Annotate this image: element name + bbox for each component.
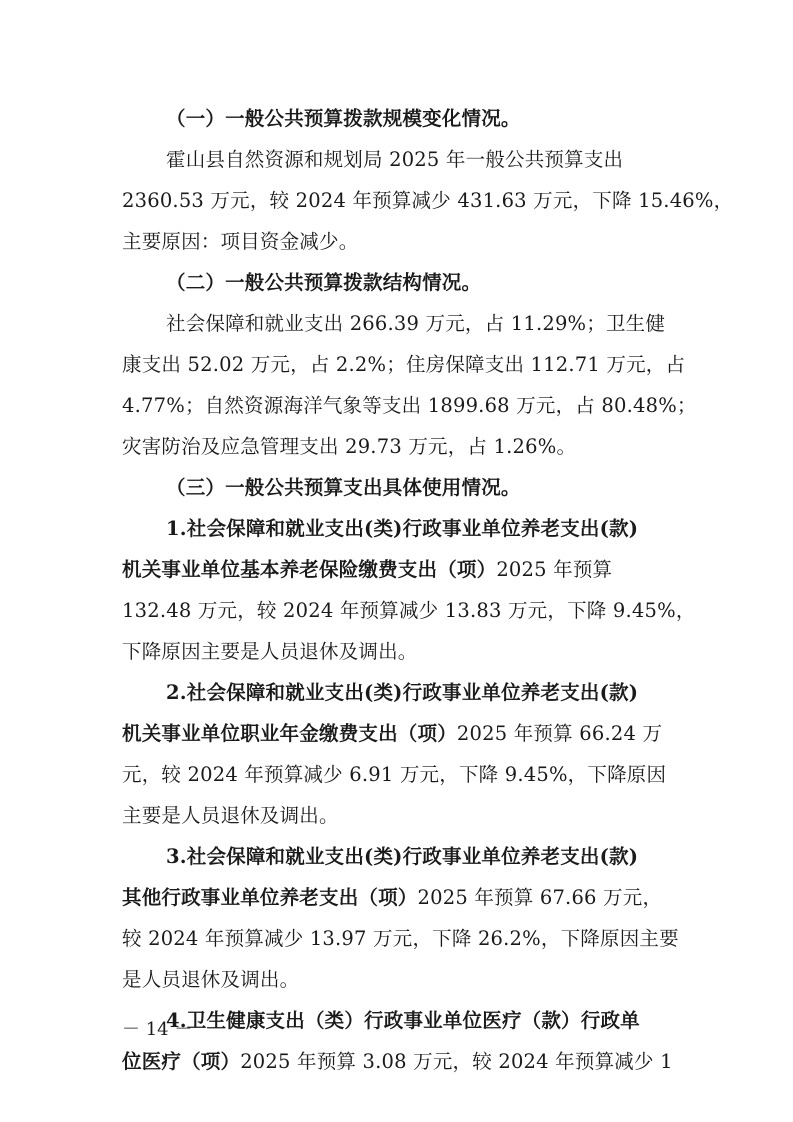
paragraph-line: 社会保障和就业支出 266.39 万元，占 11.29%；卫生健: [166, 312, 666, 335]
paragraph-line: [122, 1041, 682, 1082]
paragraph-line: [122, 713, 682, 754]
document-body: [122, 98, 734, 1082]
item-3-subheading: 其他行政事业单位养老支出（项）: [122, 886, 418, 909]
page-number: － 14 －: [122, 1019, 193, 1040]
paragraph-line: 是人员退休及调出。: [122, 968, 300, 991]
paragraph-line: 下降原因主要是人员退休及调出。: [122, 640, 418, 663]
paragraph-line: [122, 877, 682, 918]
paragraph-line: 主要原因：项目资金减少。: [122, 230, 359, 253]
item-1-subheading: 机关事业单位基本养老保险缴费支出（项）: [122, 558, 497, 581]
item-2-heading: 2.社会保障和就业支出(类)行政事业单位养老支出(款): [166, 681, 639, 704]
section-heading-1: （一）一般公共预算拨款规模变化情况。: [166, 107, 521, 130]
item-1-heading: 1.社会保障和就业支出(类)行政事业单位养老支出(款): [166, 517, 639, 540]
paragraph-line: 康支出 52.02 万元，占 2.2%；住房保障支出 112.71 万元，占: [122, 353, 686, 376]
item-4-text: 2025 年预算 3.08 万元，较 2024 年预算减少 1: [240, 1050, 673, 1073]
item-1-text: 2025 年预算: [496, 558, 613, 581]
item-3-text: 2025 年预算 67.66 万元，: [417, 886, 663, 909]
paragraph-line: 元，较 2024 年预算减少 6.91 万元，下降 9.45%，下降原因: [122, 763, 667, 786]
paragraph-line: 132.48 万元，较 2024 年预算减少 13.83 万元，下降 9.45%，: [122, 599, 696, 622]
item-4-heading: 4.卫生健康支出（类）行政事业单位医疗（款）行政单: [166, 1009, 640, 1032]
section-heading-2: （二）一般公共预算拨款结构情况。: [166, 271, 482, 294]
paragraph-line: 2360.53 万元，较 2024 年预算减少 431.63 万元，下降 15.46%，: [122, 189, 734, 212]
paragraph-line: 霍山县自然资源和规划局 2025 年一般公共预算支出: [166, 148, 624, 171]
item-4-subheading: 位医疗（项）: [122, 1050, 241, 1073]
paragraph-line: 灾害防治及应急管理支出 29.73 万元，占 1.26%。: [122, 435, 577, 458]
paragraph-line: [122, 549, 682, 590]
paragraph-line: 4.77%；自然资源海洋气象等支出 1899.68 万元，占 80.48%；: [122, 394, 697, 417]
section-heading-3: （三）一般公共预算支出具体使用情况。: [166, 476, 521, 499]
item-2-subheading: 机关事业单位职业年金缴费支出（项）: [122, 722, 457, 745]
paragraph-line: 较 2024 年预算减少 13.97 万元，下降 26.2%，下降原因主要: [122, 927, 679, 950]
paragraph-line: 主要是人员退休及调出。: [122, 804, 339, 827]
item-3-heading: 3.社会保障和就业支出(类)行政事业单位养老支出(款): [166, 845, 639, 868]
item-2-text: 2025 年预算 66.24 万: [456, 722, 663, 745]
